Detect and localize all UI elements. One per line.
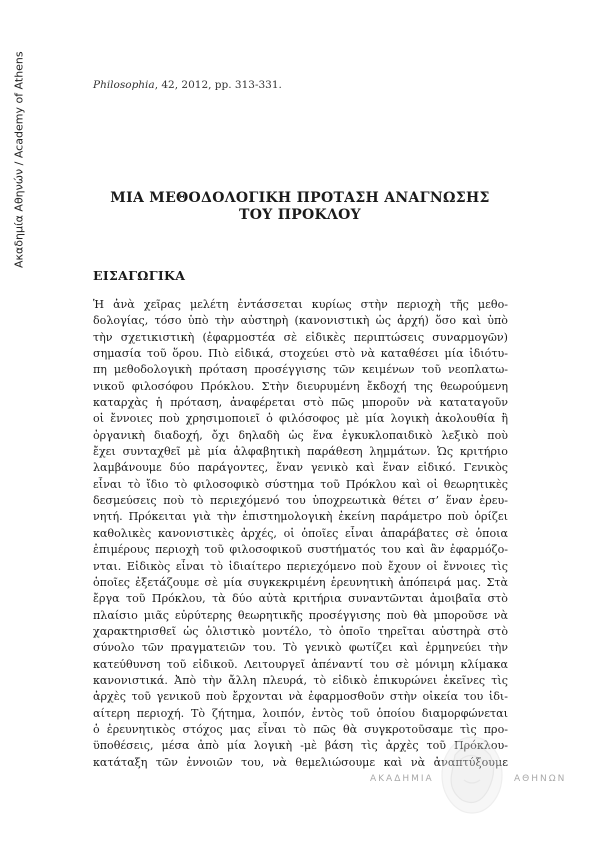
body-line: ἔχει συνταχθεῖ μὲ μία ἀλφαβητικὴ παράθεση λημμάτων. Ὡς κριτήριο — [93, 445, 508, 459]
body-line: ὀργανικὴ διαδοχή, ὄχι δηλαδὴ ὡς ἕνα ἐγκυκλοπαιδικὸ λεξικὸ ποὺ — [93, 428, 508, 442]
body-line: ϋποθέσεις, μέσα ἀπὸ μία λογικὴ -μὲ βάση τὶς ἀρχὲς τοῦ Πρόκλου- — [93, 739, 508, 753]
body-line: οἱ ἔννοιες ποὺ χρησιμοποιεῖ ὁ φιλόσοφος μὲ μία λογικὴ ἀκολουθία ἢ — [93, 412, 508, 426]
watermark-word-right: ΑΘΗΝΩΝ — [514, 774, 567, 784]
body-line: αίτερη περιοχή. Τὸ ζήτημα, λοιπόν, ἐντὸς τοῦ ὁποίου διαμορφώνεται — [93, 706, 508, 720]
body-line: καταρχὰς ἡ πρόταση, ἀναφέρεται στὸ πῶς μποροῦν νὰ καταταγοῦν — [93, 396, 508, 410]
body-line: κανονιστικά. Ἀπὸ τὴν ἄλλη πλευρά, τὸ εἰδικὸ ἐπικυρώνει ἐκεῖνες τὶς — [93, 673, 508, 687]
body-line: κατάταξη τῶν ἐννοιῶν του, νὰ θεμελιώσουμε καὶ νὰ ἀναπτύξουμε — [93, 755, 508, 769]
article-title — [60, 190, 540, 224]
citation-details: , 42, 2012, pp. 313-331. — [154, 79, 282, 91]
body-line: ἐπιμέρους περιοχὴ τοῦ φιλοσοφικοῦ συστήματός του καὶ ἂν ἐφαρμόζο- — [93, 543, 508, 557]
title-line-2: ΤΟΥ ΠΡΟΚΛΟΥ — [239, 207, 361, 223]
body-line: πη μεθοδολογικὴ πρόταση προσέγγισης τῶν κειμένων τοῦ νεοπλατω- — [93, 363, 508, 377]
body-line: χαρακτηρισθεῖ ὡς ὁλιστικὸ μοντέλο, τὸ ὁποῖο τηρεῖται αὐστηρὰ στὸ — [93, 624, 508, 638]
body-line: πλαίσιο μιᾶς εὐρύτερης θεωρητικῆς προσέγγισης ποὺ θὰ μποροῦσε νὰ — [93, 608, 508, 622]
body-line: ὁποῖες ἐξετάζουμε σὲ μία συγκεκριμένη ἐρευνητικὴ ἀπόπειρά μας. Στὰ — [93, 575, 508, 589]
body-line: δολογίας, τόσο ὑπὸ τὴν αὐστηρὴ (κανονιστικὴ ὡς ἀρχή) ὅσο καὶ ὑπὸ — [93, 314, 508, 328]
body-line: τὴν σχετικιστικὴ (ἐφαρμοστέα σὲ εἰδικὲς περιπτώσεις συναρμογῶν) — [93, 330, 508, 344]
body-line: Ἡ ἀνὰ χεῖρας μελέτη ἐντάσσεται κυρίως στὴν περιοχὴ τῆς μεθο- — [93, 298, 508, 311]
body-line: εἶναι τὸ ἴδιο τὸ φιλοσοφικὸ σύστημα τοῦ Πρόκλου καὶ οἱ θεωρητικὲς — [93, 477, 508, 491]
body-line: ἔργα τοῦ Πρόκλου, τὰ δύο αὐτὰ κριτήρια συναντῶνται ἀμοιβαῖα στὸ — [93, 592, 508, 606]
body-paragraph — [93, 297, 508, 771]
journal-name: Philosophia — [93, 79, 155, 91]
watermark-word-left: ΑΚΑΔΗΜΙΑ — [370, 774, 434, 784]
body-line: δεσμεύσεις ποὺ τὸ περιεχόμενό του ὑποχρεωτικὰ θέτει σ’ ἕναν ἐρευ- — [93, 494, 508, 508]
body-line: νικοῦ φιλοσόφου Πρόκλου. Στὴν διευρυμένη ἔκδοχή της θεωρούμενη — [93, 379, 508, 393]
body-line: σημασία τοῦ ὅρου. Πιὸ εἰδικά, στοχεύει στὸ νὰ καταθέσει μία ἰδιότυ- — [93, 347, 508, 361]
body-line: ἀρχὲς τοῦ γενικοῦ ποὺ ἔρχονται νὰ ἐφαρμοσθοῦν στὴν οἰκεία του ἰδι- — [93, 690, 508, 704]
body-line: κατεύθυνση τοῦ εἰδικοῦ. Λειτουργεῖ ἀπέναντί του σὲ μόνιμη κλίμακα — [93, 657, 508, 671]
body-line: λαμβάνουμε δύο παράγοντες, ἕναν γενικὸ καὶ ἕναν εἰδικό. Γενικὸς — [93, 461, 508, 475]
section-heading: ΕΙΣΑΓΩΓΙΚΑ — [93, 268, 186, 283]
body-line: καθολικὲς κανονιστικὲς ἀρχές, οἱ ὁποῖες εἶναι ἀπαράβατες σὲ ὁποια — [93, 526, 508, 540]
body-line: ὁ ἐρευνητικὸς στόχος μας εἶναι τὸ πῶς θὰ συγκροτοῦσαμε τὶς προ- — [93, 722, 508, 736]
journal-citation — [93, 79, 282, 91]
body-line: νητή. Πρόκειται γιὰ τὴν ἐπιστημολογικὴ ἐκείνη παράμετρο ποὺ ὁρίζει — [93, 510, 508, 524]
body-line: σύνολο τῶν πραγματειῶν του. Τὸ γενικὸ φωτίζει καὶ ἑρμηνεύει τὴν — [93, 641, 508, 655]
side-label: Ακαδημία Αθηνών / Academy of Athens — [12, 51, 26, 268]
body-line: νται. Εἰδικὸς εἶναι τὸ ἰδιαίτερο περιεχόμενο ποὺ ἔχουν οἱ ἔννοιες τὶς — [93, 559, 508, 573]
title-line-1: ΜΙΑ ΜΕΘΟΔΟΛΟΓΙΚΗ ΠΡΟΤΑΣΗ ΑΝΑΓΝΩΣΗΣ — [110, 190, 490, 206]
